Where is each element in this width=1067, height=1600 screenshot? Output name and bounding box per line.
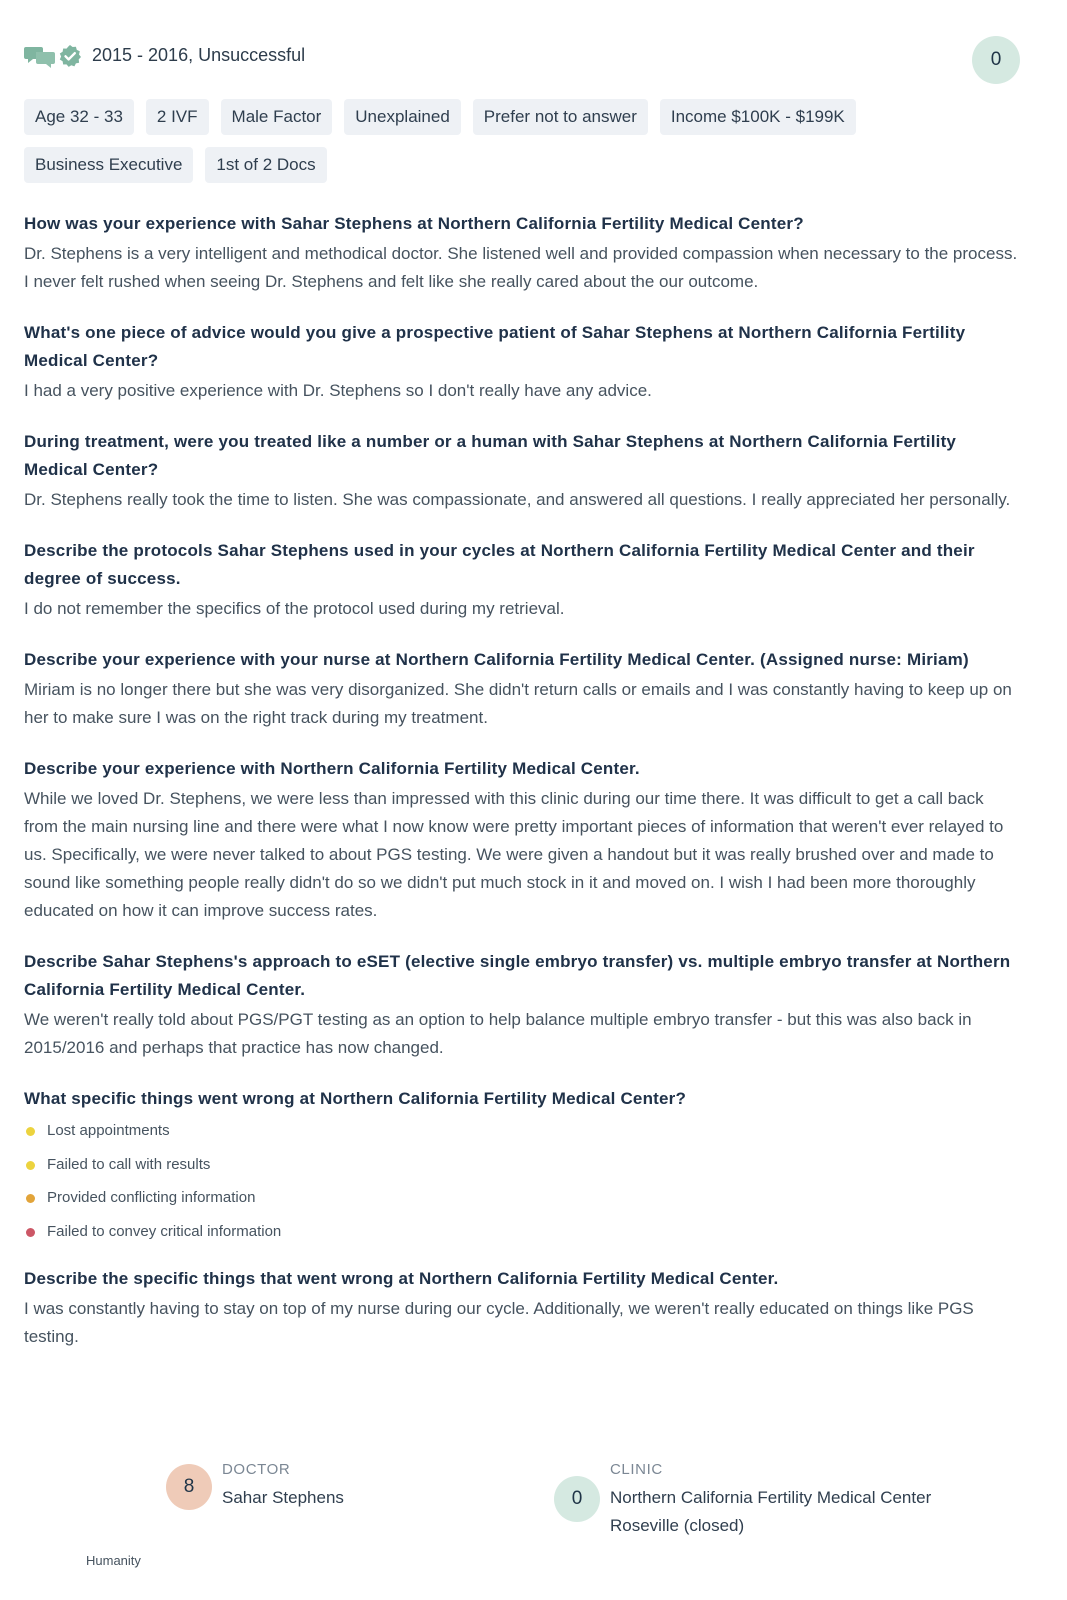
issue-item bbox=[24, 1121, 1020, 1141]
clinic-score-badge: 0 bbox=[554, 1476, 600, 1522]
header-icons bbox=[24, 44, 84, 68]
question: During treatment, were you treated like a number or a human with Sahar Stephens at Northern California Fertility Medical Center? bbox=[24, 432, 957, 479]
qa-eset-approach bbox=[24, 948, 1020, 1062]
issue-item bbox=[24, 1222, 1020, 1242]
severity-dot-icon bbox=[26, 1161, 35, 1170]
tag-age: Age 32 - 33 bbox=[24, 99, 134, 135]
qa-number-or-human bbox=[24, 428, 1020, 514]
tag-diagnosis-unexplained: Unexplained bbox=[344, 99, 461, 135]
doctor-label: DOCTOR bbox=[222, 1461, 291, 1478]
question: Describe your experience with Northern California Fertility Medical Center. bbox=[24, 759, 640, 778]
humanity-label: Humanity bbox=[86, 1553, 141, 1568]
qa-advice bbox=[24, 319, 1020, 405]
issue-label: Failed to call with results bbox=[47, 1155, 211, 1173]
answer: I was constantly having to stay on top of my nurse during our cycle. Additionally, we weren't really educated on things like PGS testing. bbox=[24, 1298, 974, 1346]
clinic-name-link[interactable] bbox=[610, 1484, 1030, 1540]
issue-item bbox=[24, 1188, 1020, 1208]
answer: Miriam is no longer there but she was very disorganized. She didn't return calls or emails and I was constantly having to keep up on her to make sure I was on the right track during my treatment. bbox=[24, 680, 1012, 727]
issue-label: Provided conflicting information bbox=[47, 1189, 256, 1206]
answer: While we loved Dr. Stephens, we were less than impressed with this clinic during our time there. It was difficult to get a call back from the main nursing line and there were what I now know were pretty important pieces of information that weren't ever relayed to us. Specifically, we were never talked to about PGS testing. We were given a handout but it was really brushed over and made to sound like something people really didn't do so we didn't put much stock in it and moved on. I wish I had been more thoroughly educated on how it can improve success rates. bbox=[24, 789, 1004, 920]
clinic-location: Roseville (closed) bbox=[610, 1516, 745, 1535]
question: What's one piece of advice would you give a prospective patient of Sahar Stephens at Northern California Fertility Medical Center? bbox=[24, 323, 966, 370]
clinic-name: Northern California Fertility Medical Center bbox=[610, 1488, 932, 1507]
issue-label: Failed to convey critical information bbox=[47, 1222, 282, 1240]
question: Describe the specific things that went wrong at Northern California Fertility Medical Center. bbox=[24, 1268, 779, 1288]
answer: I do not remember the specifics of the protocol used during my retrieval. bbox=[24, 599, 565, 618]
review-questions bbox=[24, 210, 1020, 1374]
severity-dot-icon bbox=[26, 1127, 35, 1136]
answer: Dr. Stephens is a very intelligent and methodical doctor. She listened well and provided compassion when necessary to the process. I never felt rushed when seeing Dr. Stephens and felt like she really cared about the our outcome. bbox=[24, 244, 1018, 291]
question: Describe Sahar Stephens's approach to eSET (elective single embryo transfer) vs. multiple embryo transfer at Northern California Fertility Medical Center. bbox=[24, 952, 1011, 999]
qa-nurse-experience bbox=[24, 646, 1020, 732]
review-score-badge: 0 bbox=[972, 36, 1020, 84]
review-period-status: 2015 - 2016, Unsuccessful bbox=[92, 45, 306, 65]
question: Describe the protocols Sahar Stephens used in your cycles at Northern California Fertility Medical Center and their degree of success. bbox=[24, 541, 975, 588]
tag-prefer-not-to-answer: Prefer not to answer bbox=[473, 99, 648, 135]
clinic-info bbox=[610, 1460, 1030, 1540]
qa-clinic-experience bbox=[24, 755, 1020, 925]
verified-badge-icon bbox=[58, 44, 82, 68]
answer: Dr. Stephens really took the time to listen. She was compassionate, and answered all questions. I really appreciated her personally. bbox=[24, 490, 1011, 509]
tag-occupation: Business Executive bbox=[24, 147, 193, 183]
tag-income: Income $100K - $199K bbox=[660, 99, 856, 135]
answer: We weren't really told about PGS/PGT testing as an option to help balance multiple embryo transfer - but this was also back in 2015/2016 and perhaps that practice has now changed. bbox=[24, 1010, 972, 1057]
question: What specific things went wrong at Northern California Fertility Medical Center? bbox=[24, 1089, 687, 1108]
patient-tags bbox=[24, 99, 1024, 183]
qa-what-went-wrong bbox=[24, 1085, 1020, 1242]
issue-label: Lost appointments bbox=[47, 1122, 170, 1139]
review-header bbox=[24, 36, 1020, 76]
doctor-name-link[interactable]: Sahar Stephens bbox=[222, 1488, 344, 1507]
issue-list bbox=[24, 1121, 1020, 1242]
question: How was your experience with Sahar Stephens at Northern California Fertility Medical Center? bbox=[24, 214, 804, 233]
answer: I had a very positive experience with Dr. Stephens so I don't really have any advice. bbox=[24, 381, 652, 400]
doctor-score-badge: 8 bbox=[166, 1464, 212, 1510]
tag-diagnosis-male-factor: Male Factor bbox=[221, 99, 333, 135]
qa-what-went-wrong-details bbox=[24, 1265, 1020, 1351]
tag-cycles: 2 IVF bbox=[146, 99, 209, 135]
qa-protocols bbox=[24, 537, 1020, 623]
tag-doctor-order: 1st of 2 Docs bbox=[205, 147, 326, 183]
question: Describe your experience with your nurse at Northern California Fertility Medical Center. (Assigned nurse: Miriam) bbox=[24, 650, 969, 669]
clinic-label: CLINIC bbox=[610, 1461, 663, 1478]
severity-dot-icon bbox=[26, 1194, 35, 1203]
qa-doctor-experience bbox=[24, 210, 1020, 296]
severity-dot-icon bbox=[26, 1228, 35, 1237]
chat-bubbles-icon bbox=[24, 46, 56, 68]
issue-item bbox=[24, 1155, 1020, 1175]
